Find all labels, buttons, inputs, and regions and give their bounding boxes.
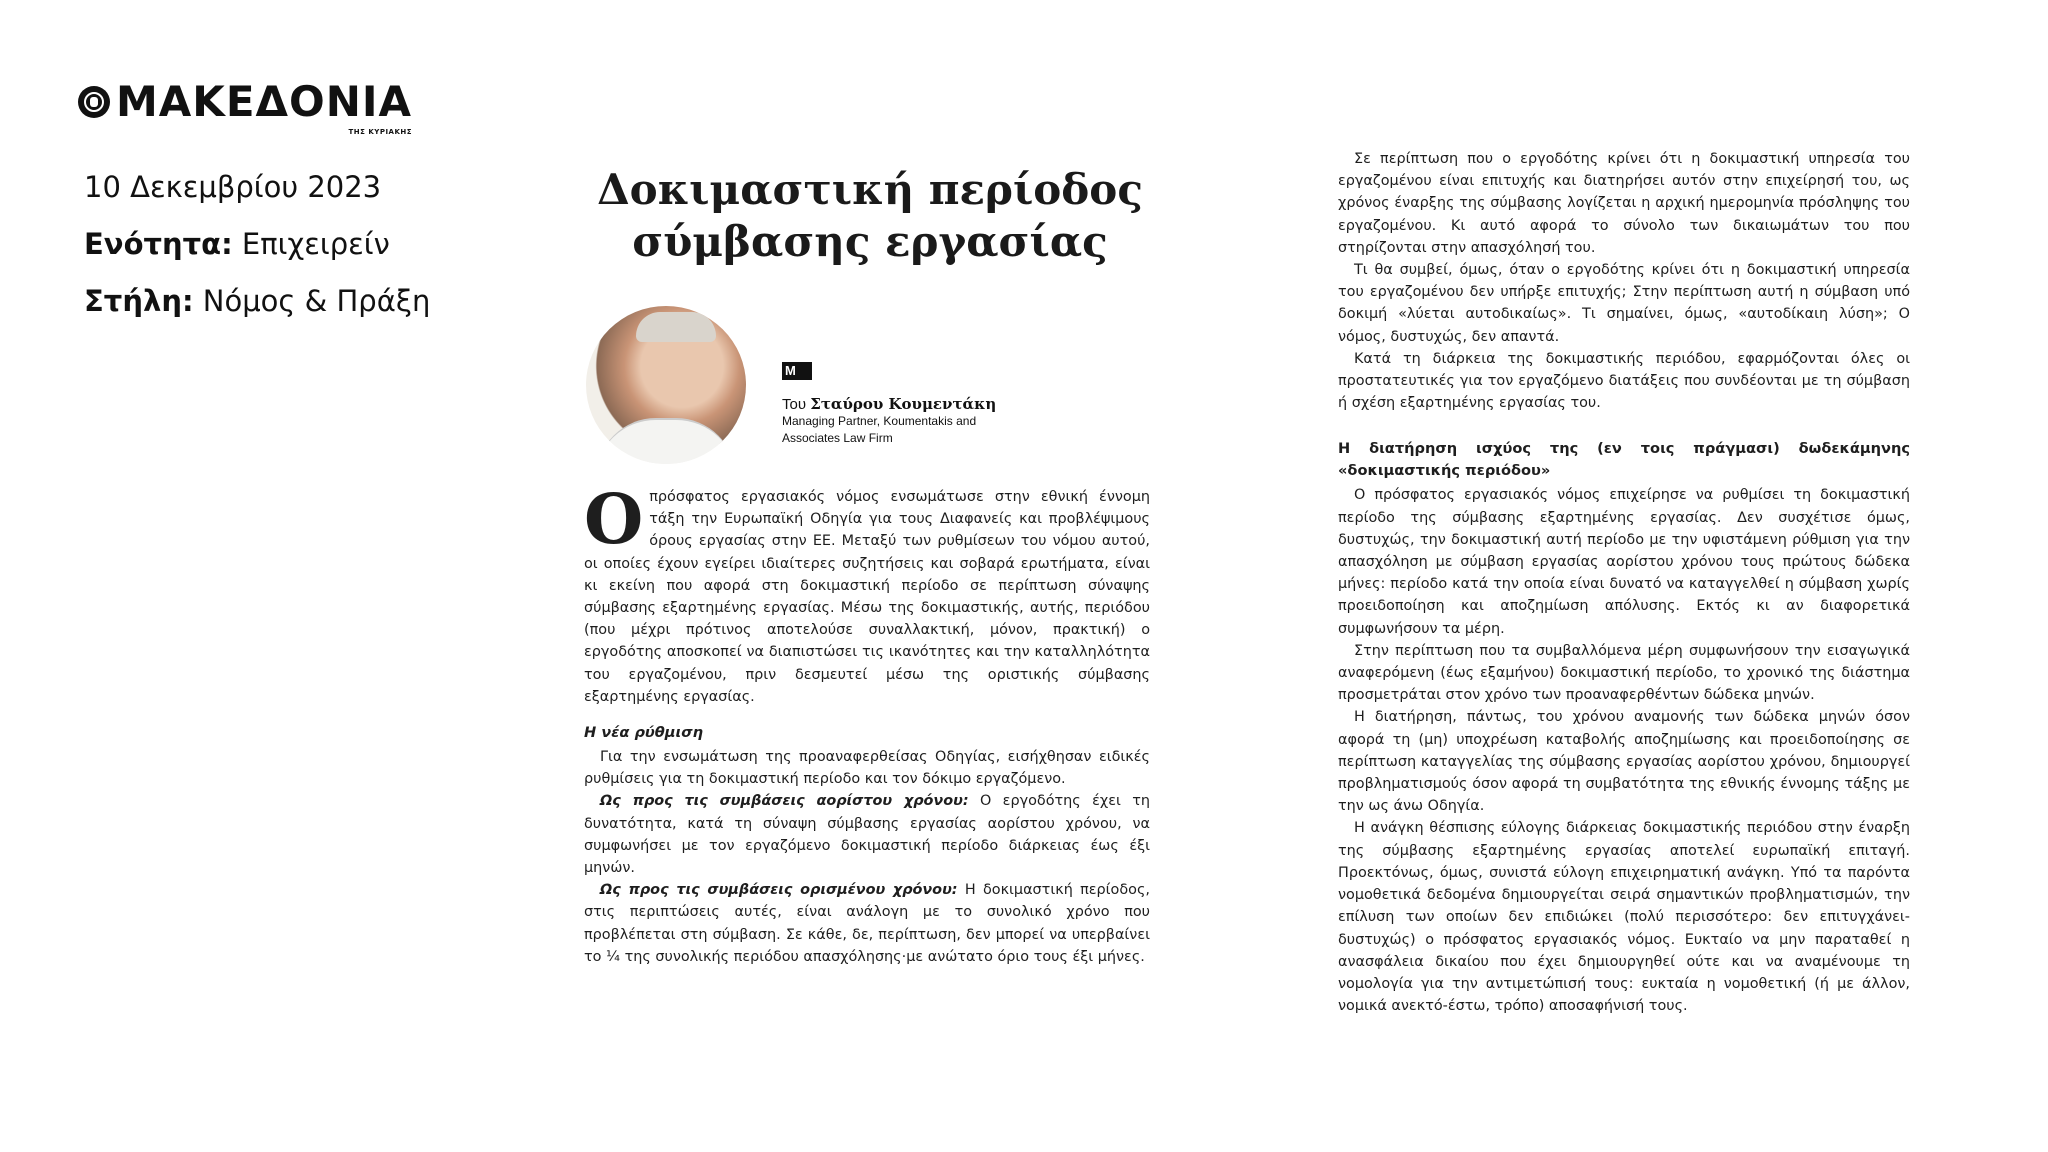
paragraph: Η ανάγκη θέσπισης εύλογης διάρκειας δοκιμαστικής περιόδου στην έναρξη της σύμβασης εξαρτημένης εργασίας αποτελεί ευρωπαϊκή επιταγή. Προεκτόνως, όμως, συνιστά εύλογη επιχειρηματική ανάγκη. Υπό τα παρόντα νομοθετικά δεδομένα δημιουργείται σειρά σημαντικών προβληματισμών, την επίλυση των οποίων δεν επιδιώκει (πολύ περισσότερο: δεν επιτυγχάνει-δυστυχώς) ο πρόσφατος εργασιακός νόμος. Ευκταίο να μην παραταθεί η ανασφάλεια δικαίου που έχει δημιουργηθεί ούτε και να αναμένουμε τη νομολογία για την αντιμετώπισή τους: ευκταία η νομοθετική (ή με άλλον, νομικά ανεκτό-έστω, τρόπο) αποσαφήνισή τους. [1338,820,1910,1015]
section-line [84,227,390,261]
lead-in: Ως προς τις συμβάσεις ορισμένου χρόνου: [600,882,958,899]
article-clipping [580,151,1910,1080]
logo-subtext: ΤΗΣ ΚΥΡΙΑΚΗΣ [348,128,413,136]
author-role: Managing Partner, Koumentakis and Associates Law Firm [782,414,977,445]
paragraph: Για την ενσωμάτωση της προαναφερθείσας Οδηγίας, εισήχθησαν ειδικές ρυθμίσεις για τη δοκιμαστική περίοδο και τον δόκιμο εργαζόμενο. [584,749,1150,788]
title-line-1: Δοκιμαστική περίοδος [597,165,1143,214]
subheading-twelve-month: Η διατήρηση ισχύος της (εν τοις πράγμασι) δωδεκάμηνης «δοκιμαστικής περιόδου» [1338,440,1910,480]
paragraph: Κατά τη διάρκεια της δοκιμαστικής περιόδου, εφαρμόζονται όλες οι προστατευτικές για τον εργαζόμενο διατάξεις που συνδέονται με τη σύμβαση ή σχέση εξαρτημένης εργασίας του. [1338,350,1910,412]
column-line [84,284,430,318]
byline-prefix: Του [782,396,807,413]
subheading-new-rule: Η νέα ρύθμιση [584,724,703,742]
paragraph: Ως προς τις συμβάσεις αορίστου χρόνου: Ο εργοδότης έχει τη δυνατότητα, κατά τη σύναψη σύμβασης εργασίας αορίστου χρόνου, να συμφωνήσει με τον εργαζόμενο δοκιμαστική περίοδο διάρκειας έως έξι μηνών. [584,793,1150,877]
intro-paragraph: Οπρόσφατος εργασιακός νόμος ενσωμάτωσε στην εθνική έννομη τάξη την Ευρωπαϊκή Οδηγία για τους Διαφανείς και προβλέψιμους όρους εργασίας στην ΕΕ. Μεταξύ των ρυθμίσεων του νόμου αυτού, οι οποίες έχουν εγείρει ιδιαίτερες συζητήσεις και σοβαρά ερωτήματα, είναι κι εκείνη που αφορά στη δοκιμαστική περίοδο σε περίπτωση σύναψης σύμβασης εξαρτημένης εργασίας. Μέσω της δοκιμαστικής, αυτής, περιόδου (που μέχρι πρότινος αποτελούσε συναλλακτική, μόνον, πρακτική) ο εργοδότης αποσκοπεί να διαπιστώσει τις ικανότητες και την καταλληλότητα του εργαζομένου, πριν δεσμευτεί μέσω της οριστικής σύμβασης εξαρτημένης εργασίας. [584,480,1150,705]
emblem-icon [78,86,110,118]
article-column-left [584,480,1150,968]
logo-text: ΜΑΚΕΔΟΝΙΑ ΤΗΣ ΚΥΡΙΑΚΗΣ [116,77,413,136]
column-mark: M [782,362,812,380]
paragraph: Η διατήρηση, πάντως, του χρόνου αναμονής των δώδεκα μηνών όσον αφορά τη (μη) υποχρέωση καταβολής αποζημίωσης και προειδοποίησης σε περίπτωση καταγγελίας της σύμβασης εργασίας αορίστου χρόνου, δημιουργεί προβληματισμούς όσον αφορά τη συμβατότητα της εθνικής έννομης τάξης με την ως άνω Οδηγία. [1338,709,1910,815]
column-label: Στήλη: [84,284,194,318]
column-value: Νόμος & Πράξη [202,284,431,318]
lead-in: Ως προς τις συμβάσεις αορίστου χρόνου: [600,793,969,810]
paragraph: Ο πρόσφατος εργασιακός νόμος επιχείρησε να ρυθμίσει τη δοκιμαστική περίοδο της σύμβασης εξαρτημένης εργασίας. Δεν συσχέτισε όμως, δυστυχώς, την δοκιμαστική αυτή περίοδο με την υφιστάμενη ρύθμιση για την απασχόληση με σύμβαση εργασίας αορίστου χρόνου τους πρώτους δώδεκα μήνες: περίοδο κατά την οποία είναι δυνατό να καταγγελθεί η σύμβαση χωρίς προειδοποίηση και αποζημίωση απόλυσης. Εκτός κι αν διαφορετικά συμφωνήσουν τα μέρη. [1338,487,1910,637]
publication-date: 10 Δεκεμβρίου 2023 [84,170,382,204]
drop-cap: Ο [584,480,644,560]
title-line-2: σύμβασης εργασίας [632,217,1108,266]
newspaper-logo [78,76,413,136]
article-title [580,164,1160,268]
section-value: Επιχειρείν [241,227,390,261]
author-name: Σταύρου Κουμεντάκη [810,395,997,413]
paragraph: Σε περίπτωση που ο εργοδότης κρίνει ότι η δοκιμαστική υπηρεσία του εργαζομένου είναι επιτυχής και διατηρήσει αυτόν στην επιχείρησή του, ως χρόνος έναρξης της σύμβασης λογίζεται η αρχική ημερομηνία πρόσληψης του εργαζομένου. Κι αυτό αφορά το σύνολο των δικαιωμάτων του που στηρίζονται στην απασχόλησή του. [1338,151,1910,256]
paragraph: Τι θα συμβεί, όμως, όταν ο εργοδότης κρίνει ότι η δοκιμαστική υπηρεσία του εργαζομένου δεν υπήρξε επιτυχής; Στην περίπτωση αυτή η σύμβαση υπό δοκιμή «λύεται αυτοδικαίως». Τι σημαίνει, όμως, «αυτοδίκαιη λύση»; Ο νόμος, δυστυχώς, δεν απαντά. [1338,262,1910,345]
paragraph: Ως προς τις συμβάσεις ορισμένου χρόνου: Η δοκιμαστική περίοδος, στις περιπτώσεις αυτές, είναι ανάλογη με το συνολικό χρόνο που προβλέπεται στη σύμβαση. Σε κάθε, δε, περίπτωση, δεν μπορεί να υπερβαίνει το ¼ της συνολικής περιόδου απασχόλησης·με ανώτατο όριο τους έξι μήνες. [584,882,1150,965]
section-label: Ενότητα: [84,227,233,261]
paragraph: Στην περίπτωση που τα συμβαλλόμενα μέρη συμφωνήσουν την εισαγωγικά αναφερόμενη (έως εξαμήνου) δοκιμαστική περίοδο, το χρονικό της διάστημα προσμετράται στον χρόνο των προαναφερθέντων δώδεκα μηνών. [1338,642,1910,704]
byline [782,396,1032,447]
article-column-right [1338,148,1910,1017]
author-photo [586,306,746,464]
